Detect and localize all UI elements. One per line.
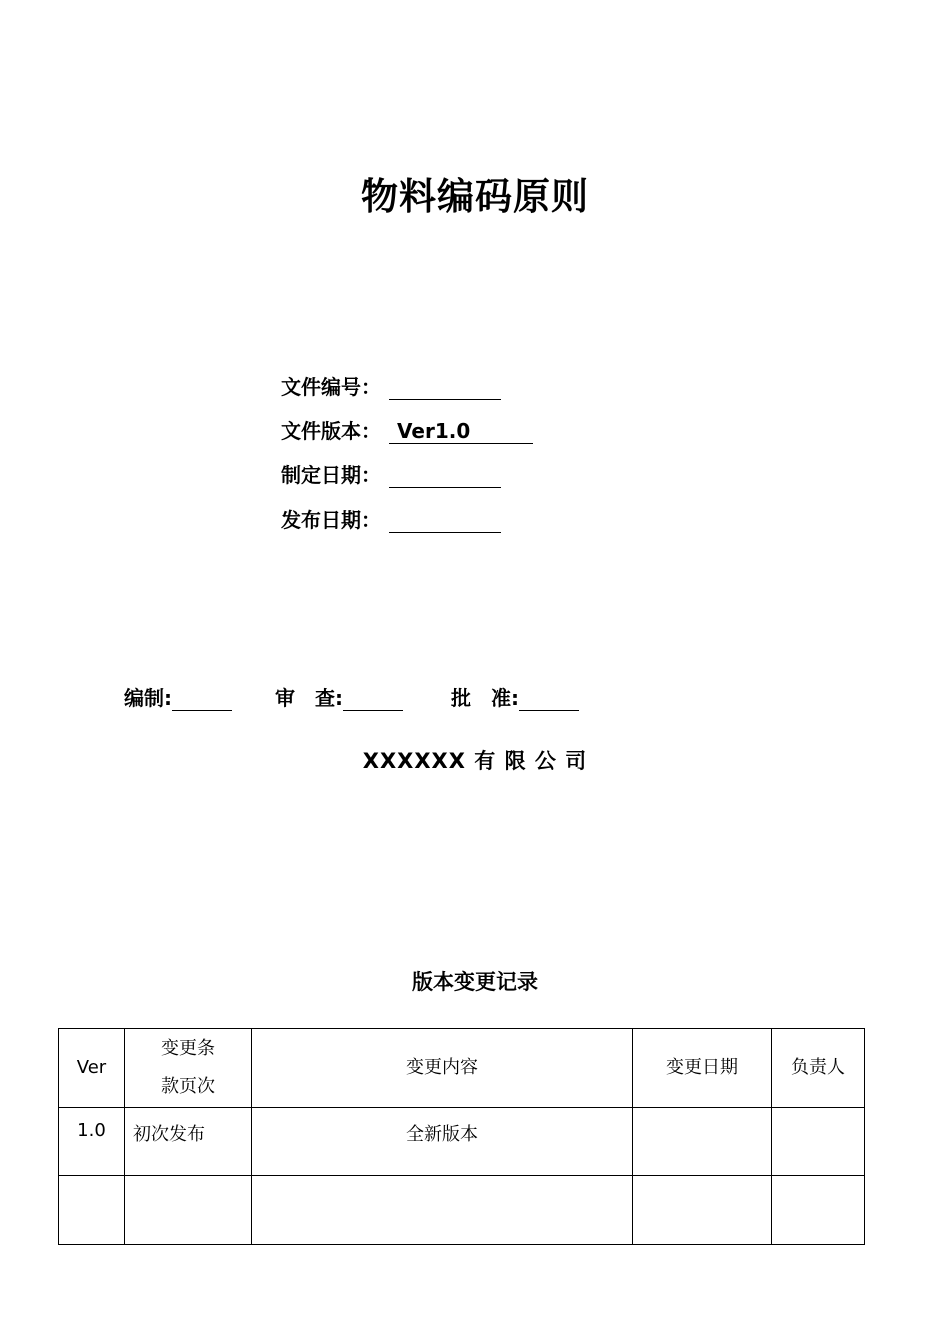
info-row-release-date bbox=[281, 503, 501, 533]
document-title: 物料编码原则 bbox=[361, 175, 589, 218]
cell-date bbox=[633, 1176, 772, 1245]
header-clause-page bbox=[125, 1029, 252, 1108]
table-header-row bbox=[59, 1029, 865, 1108]
info-value-file-version: Ver1.0 bbox=[389, 418, 533, 444]
info-label: 文件编号： bbox=[281, 375, 381, 399]
cell-owner bbox=[772, 1108, 865, 1176]
revision-record-table bbox=[58, 1028, 865, 1245]
signature-line bbox=[172, 684, 232, 711]
header-date: 变更日期 bbox=[633, 1029, 772, 1108]
info-label: 文件版本： bbox=[281, 419, 381, 443]
info-row-file-number bbox=[281, 370, 501, 400]
cell-ver: 1.0 bbox=[59, 1108, 125, 1176]
signature-reviewer bbox=[275, 682, 403, 711]
revision-record-title: 版本变更记录 bbox=[412, 970, 538, 994]
table-row bbox=[59, 1176, 865, 1245]
info-value-release-date bbox=[389, 507, 501, 533]
info-label: 发布日期： bbox=[281, 508, 381, 532]
info-label: 制定日期： bbox=[281, 463, 381, 487]
signature-label: 编制: bbox=[124, 686, 172, 710]
signature-approver bbox=[451, 682, 579, 711]
header-ver: Ver bbox=[59, 1029, 125, 1108]
header-owner: 负责人 bbox=[772, 1029, 865, 1108]
cell-date bbox=[633, 1108, 772, 1176]
info-value-file-number bbox=[389, 374, 501, 400]
signature-line bbox=[343, 684, 403, 711]
header-content: 变更内容 bbox=[252, 1029, 633, 1108]
cell-content bbox=[252, 1176, 633, 1245]
info-row-created-date bbox=[281, 458, 501, 488]
signature-line bbox=[519, 684, 579, 711]
cell-owner bbox=[772, 1176, 865, 1245]
header-clause-line: 变更条 bbox=[161, 1038, 215, 1059]
cell-clause: 初次发布 bbox=[125, 1108, 252, 1176]
header-clause-line: 款页次 bbox=[161, 1076, 215, 1097]
signature-label: 批 准: bbox=[451, 686, 519, 710]
cell-clause bbox=[125, 1176, 252, 1245]
cell-ver bbox=[59, 1176, 125, 1245]
company-name: XXXXXX 有 限 公 司 bbox=[362, 749, 588, 773]
info-value-created-date bbox=[389, 462, 501, 488]
cell-content: 全新版本 bbox=[252, 1108, 633, 1176]
signature-compiler bbox=[124, 682, 232, 711]
signature-label: 审 查: bbox=[275, 686, 343, 710]
info-row-file-version bbox=[281, 414, 533, 444]
table-row bbox=[59, 1108, 865, 1176]
